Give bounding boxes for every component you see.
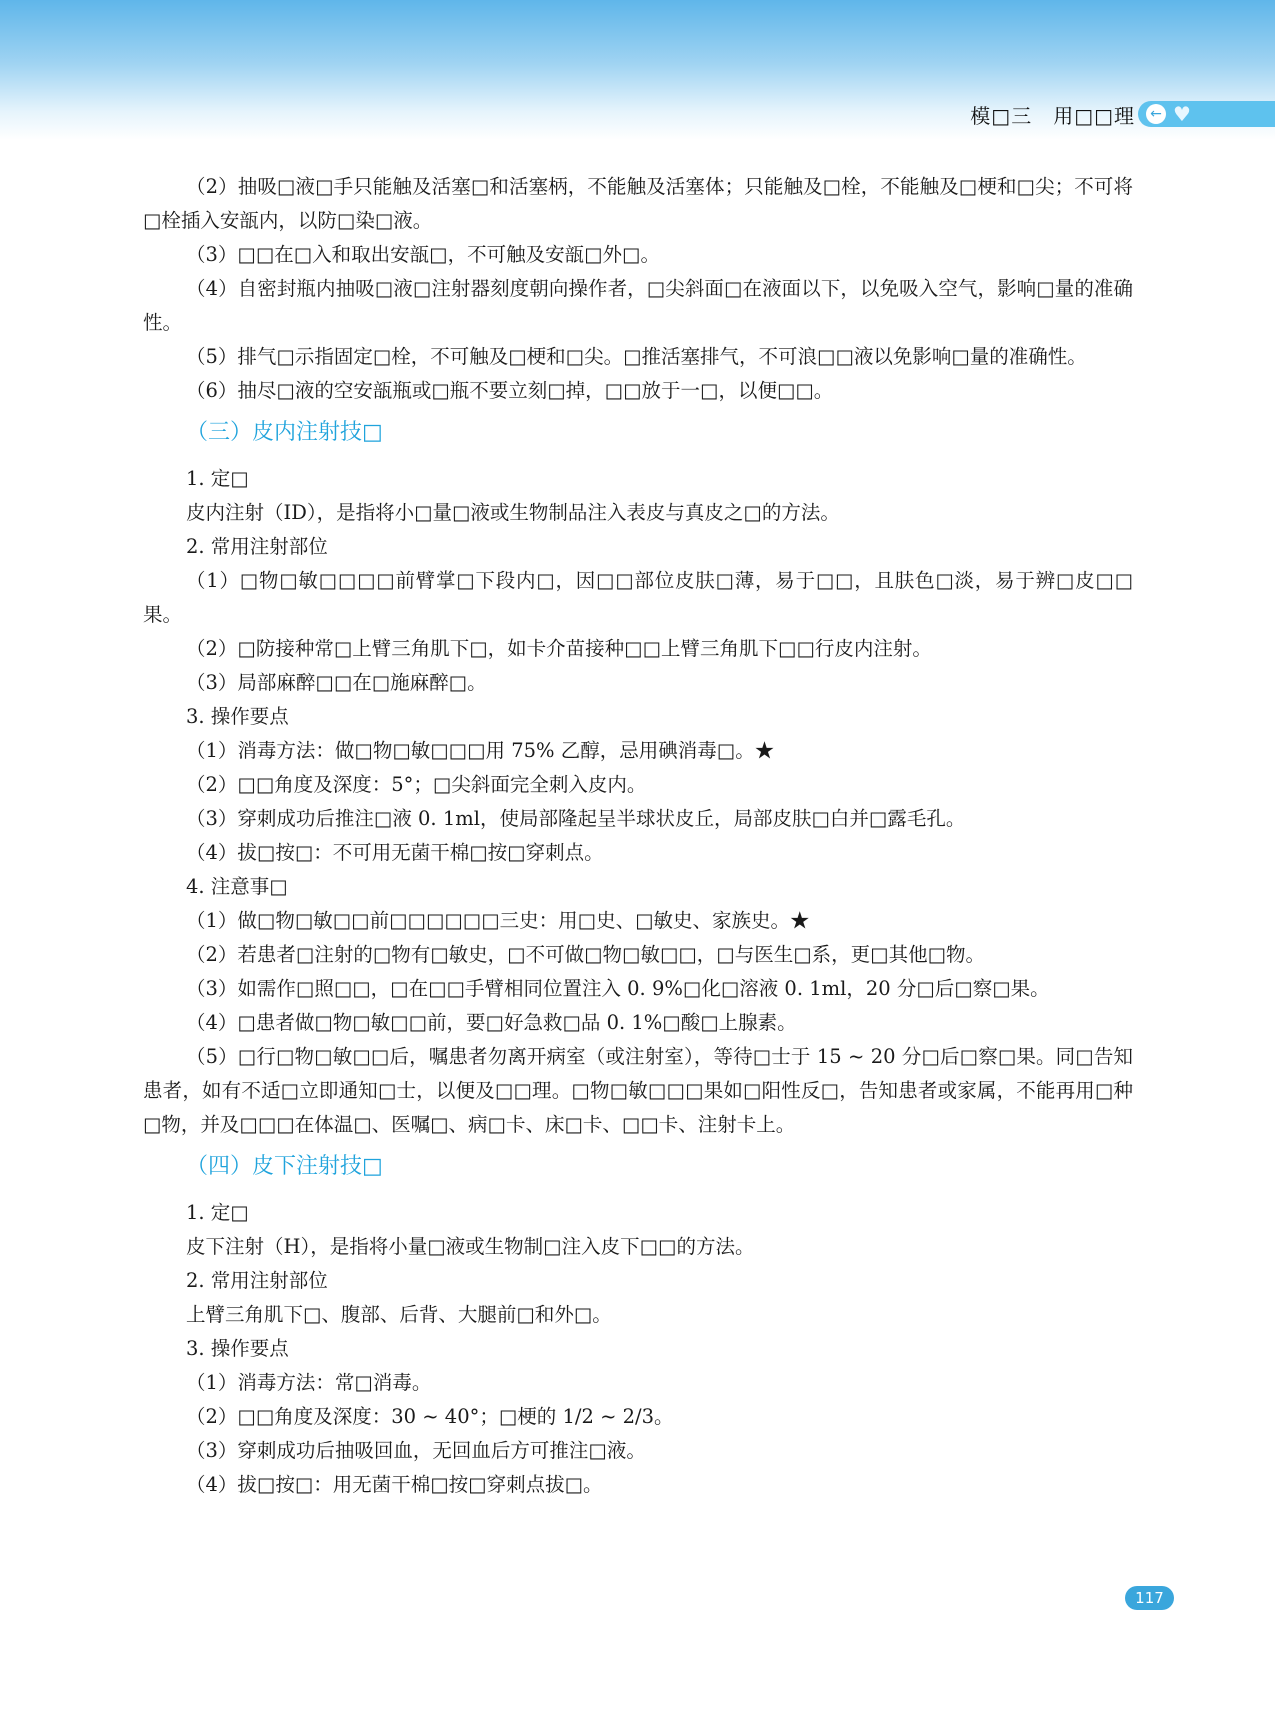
paragraph: 3. 操作要点 — [186, 1337, 289, 1360]
paragraph: （2）□防接种常□上臂三角肌下□，如卡介苗接种□□上臂三角肌下□□行皮内注射。 — [186, 637, 932, 660]
paragraph: （1）消毒方法：做□物□敏□□□用 75% 乙醇，忌用碘消毒□。★ — [186, 739, 775, 762]
paragraph: （1）做□物□敏□□前□□□□□□三史：用□史、□敏史、家族史。★ — [186, 909, 810, 932]
paragraph: 2. 常用注射部位 — [186, 1269, 328, 1292]
paragraph: （4）□患者做□物□敏□□前，要□好急救□品 0. 1%□酸□上腺素。 — [186, 1011, 797, 1034]
paragraph: 皮内注射（ID），是指将小□量□液或生物制品注入表皮与真皮之□的方法。 — [186, 501, 840, 524]
paragraph: 上臂三角肌下□、腹部、后背、大腿前□和外□。 — [186, 1303, 612, 1326]
paragraph: （2）抽吸□液□手只能触及活塞□和活塞柄，不能触及活塞体；只能触及□栓，不能触及□梗和□尖；不可将□栓插入安瓿内，以防□染□液。 — [143, 175, 1133, 232]
paragraph: （1）□物□敏□□□□前臂掌□下段内□，因□□部位皮肤□薄，易于□□，且肤色□淡，易于辨□皮□□果。 — [143, 569, 1133, 626]
paragraph: （2）□□角度及深度：30 ~ 40°；□梗的 1/2 ~ 2/3。 — [186, 1405, 674, 1428]
section-heading: （三）皮内注射技□ — [186, 420, 383, 445]
paragraph: （4）拔□按□：用无菌干棉□按□穿刺点拔□。 — [186, 1473, 603, 1496]
paragraph: 3. 操作要点 — [186, 705, 289, 728]
paragraph: （5）□行□物□敏□□后，嘱患者勿离开病室（或注射室），等待□士于 15 ~ 20 分□后□察□果。同□告知患者，如有不适□立即通知□士，以便及□□理。□物□敏□□□果如□阳性反□，告知患者或家属，不能再用□种□物，并及□□□在体温□、医嘱□、病□卡、床□卡、□□卡、注射卡上。 — [143, 1045, 1133, 1136]
paragraph: 皮下注射（H），是指将小量□液或生物制□注入皮下□□的方法。 — [186, 1235, 755, 1258]
paragraph: 4. 注意事□ — [186, 875, 288, 898]
paragraph: 1. 定□ — [186, 467, 249, 490]
paragraph: （6）抽尽□液的空安瓿瓶或□瓶不要立刻□掉，□□放于一□，以便□□。 — [186, 379, 834, 402]
paragraph: （3）如需作□照□□，□在□□手臂相同位置注入 0. 9%□化□溶液 0. 1ml，20 分□后□察□果。 — [186, 977, 1050, 1000]
page-number: 117 — [1125, 1586, 1174, 1610]
header-tab — [1138, 101, 1275, 127]
arrow-left-icon: ← — [1146, 104, 1166, 124]
paragraph: （1）消毒方法：常□消毒。 — [186, 1371, 432, 1394]
heart-icon: ♥ — [1173, 102, 1191, 126]
paragraph: （2）若患者□注射的□物有□敏史，□不可做□物□敏□□，□与医生□系，更□其他□物。 — [186, 943, 985, 966]
section-heading: （四）皮下注射技□ — [186, 1154, 383, 1179]
paragraph: （3）□□在□入和取出安瓿□，不可触及安瓿□外□。 — [186, 243, 660, 266]
paragraph: （4）自密封瓶内抽吸□液□注射器刻度朝向操作者，□尖斜面□在液面以下，以免吸入空气，影响□量的准确性。 — [143, 277, 1133, 334]
paragraph: （4）拔□按□：不可用无菌干棉□按□穿刺点。 — [186, 841, 604, 864]
paragraph: （3）穿刺成功后推注□液 0. 1ml，使局部隆起呈半球状皮丘，局部皮肤□白并□露毛孔。 — [186, 807, 966, 830]
paragraph: （2）□□角度及深度：5°；□尖斜面完全刺入皮内。 — [186, 773, 647, 796]
module-title: 模□三 用□□理 — [970, 104, 1135, 128]
paragraph: （3）穿刺成功后抽吸回血，无回血后方可推注□液。 — [186, 1439, 646, 1462]
page-body — [143, 170, 1133, 1502]
paragraph: 1. 定□ — [186, 1201, 249, 1224]
paragraph: 2. 常用注射部位 — [186, 535, 328, 558]
paragraph: （3）局部麻醉□□在□施麻醉□。 — [186, 671, 487, 694]
paragraph: （5）排气□示指固定□栓，不可触及□梗和□尖。□推活塞排气，不可浪□□液以免影响□量的准确性。 — [186, 345, 1087, 368]
